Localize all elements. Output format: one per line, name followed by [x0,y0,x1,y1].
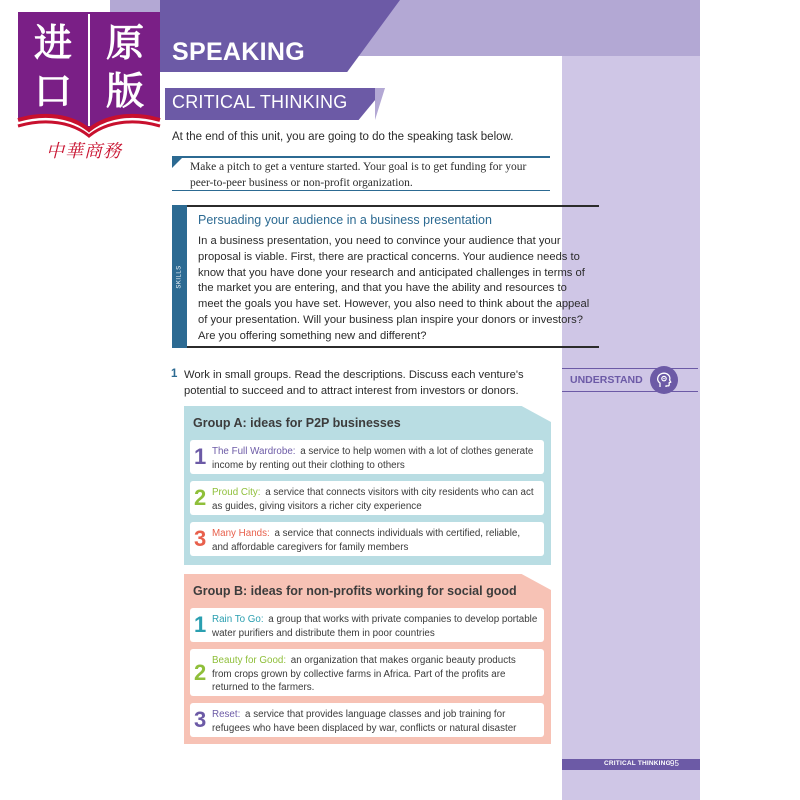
venture-name: Many Hands: [212,528,270,539]
card-text [212,527,538,554]
group-a-card-3 [190,522,544,556]
venture-name: The Full Wardrobe: [212,446,296,457]
venture-description: a group that works with private companies to develop portable water purifiers and distribute them in poor countries [212,614,538,639]
card-text [212,445,538,472]
venture-name: Beauty for Good: [212,655,287,666]
group-b-card-1 [190,608,544,642]
venture-description: a service that connects individuals with certified, reliable, and affordable caregivers for family members [212,528,521,553]
subsection-banner-edge [375,88,385,120]
card-text [212,654,538,695]
group-b-card-2 [190,649,544,696]
skills-body: In a business presentation, you need to convince your audience that your proposal is viable. First, there are practical concerns. Your audience needs to know that you have done your research and anticipated challenges in terms of the market you are entering, and that you have the ability and resources to meet the goals you have set. However, you also need to think about the appeal of your presentation. Will your business plan inspire your donors or investors? Are you offering something new and different? [198,235,590,342]
card-text [212,708,538,735]
card-number: 1 [194,612,207,637]
venture-description: a service to help women with a lot of clothes generate income by renting out their clothing to others [212,446,534,471]
head-gear-icon [650,366,678,394]
svg-text:版: 版 [105,69,145,113]
page-number: 95 [670,759,679,768]
card-number: 1 [194,444,207,469]
card-number: 2 [194,485,207,510]
task-corner-marker [172,158,182,168]
exercise-number: 1 [171,368,178,380]
section-title: SPEAKING [172,38,305,66]
exercise-text: Work in small groups. Read the descriptions. Discuss each venture's potential to succeed and to attract interest from investors or donors. [184,369,524,397]
venture-description: a service that provides language classes and job training for refugees who have been displaced by war, conflicts or natural disaster [212,709,517,734]
card-text [212,486,538,513]
svg-text:原: 原 [105,21,145,65]
skills-tab-label-wrap [173,262,186,292]
card-number: 2 [194,659,207,685]
group-a-card-2 [190,481,544,515]
group-a-title: Group A: ideas for P2P businesses [193,416,401,430]
card-number: 3 [194,526,207,551]
venture-name: Proud City: [212,487,261,498]
group-a-card-1 [190,440,544,474]
publisher-logo-subtitle: 中華商務 [46,141,122,162]
intro-text: At the end of this unit, you are going to do the speaking task below. [172,131,514,143]
task-text: Make a pitch to get a venture started. Your goal is to get funding for your peer-to-peer business or non-profit organization. [190,161,527,189]
card-text [212,613,538,640]
subsection-title: CRITICAL THINKING [172,92,348,112]
publisher-logo [14,8,164,138]
task-top-rule [172,156,550,158]
skills-tab-label: SKILLS [176,265,183,289]
venture-name: Rain To Go: [212,614,264,625]
understand-label: UNDERSTAND [570,374,643,386]
margin-column [562,56,700,800]
group-b-title: Group B: ideas for non-profits working for social good [193,584,517,598]
group-b-card-3 [190,703,544,737]
venture-description: an organization that makes organic beauty products from crops grown by collective farms in Africa. Part of the profits are returned to the farmers. [212,655,516,693]
svg-text:口: 口 [33,69,73,113]
venture-name: Reset: [212,709,241,720]
card-number: 3 [194,707,207,732]
venture-description: a service that connects visitors with city residents who can act as guides, giving visitors a richer city experience [212,487,534,512]
task-bottom-rule [172,190,550,191]
skills-heading: Persuading your audience in a business presentation [198,213,492,227]
footer-label: CRITICAL THINKING [604,760,671,767]
svg-text:进: 进 [33,21,73,65]
